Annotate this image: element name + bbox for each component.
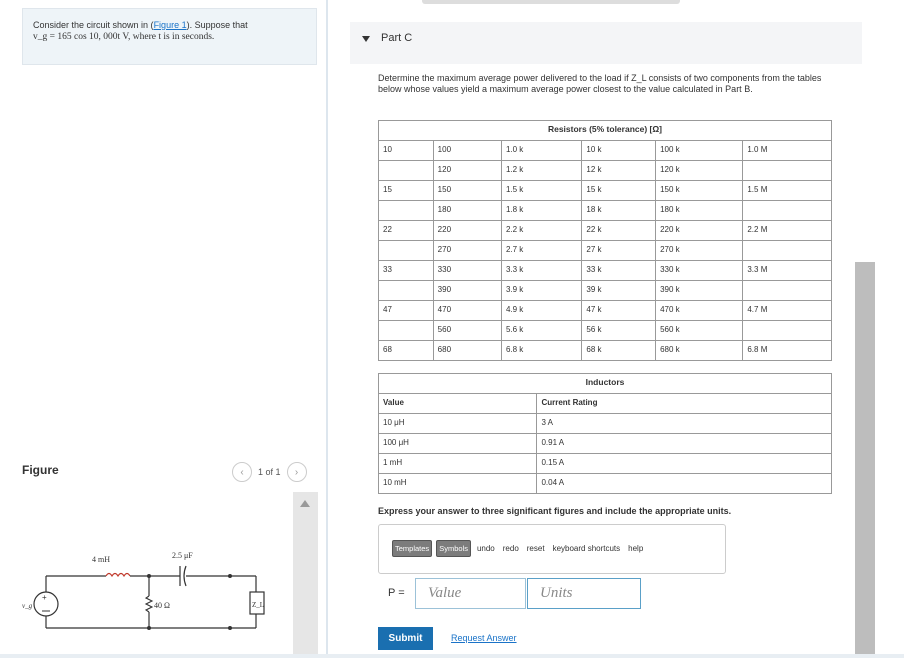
table-cell: 15 [379,181,434,201]
table-cell: 270 k [656,241,743,261]
bottom-bar [0,654,904,658]
table-cell [379,201,434,221]
inductors-col-rating: Current Rating [537,394,832,414]
capacitor-label: 2.5 μF [172,551,193,560]
scroll-up-arrow-icon[interactable] [300,500,310,507]
table-cell: 18 k [582,201,656,221]
units-input[interactable]: Units [527,578,641,609]
math-toolbar [392,540,645,557]
table-cell: 100 [433,141,501,161]
table-cell: 10 [379,141,434,161]
table-cell: 1.2 k [501,161,581,181]
resistors-header: Resistors (5% tolerance) [Ω] [379,121,832,141]
table-cell: 1.0 k [501,141,581,161]
inductors-body [379,414,832,494]
table-cell: 4.7 M [743,301,832,321]
table-cell: 1.5 k [501,181,581,201]
inductor-symbol [106,574,130,577]
instruction-text: Express your answer to three significant figures and include the appropriate units. [378,506,732,516]
table-cell: 470 [433,301,501,321]
caret-down-icon[interactable] [362,36,370,42]
templates-button[interactable]: Templates [392,540,432,557]
table-cell: 100 μH [379,434,537,454]
next-figure-button[interactable] [287,462,307,482]
question-text: Determine the maximum average power delivered to the load if Z_L consists of two components from the tables below whose values yield a maximum average power closest to the value calculated in Part B. [378,73,822,94]
table-cell [743,321,832,341]
table-row [379,201,832,221]
table-cell [743,281,832,301]
resistor-label: 40 Ω [154,601,170,610]
table-cell: 22 k [582,221,656,241]
table-cell: 15 k [582,181,656,201]
table-cell: 180 [433,201,501,221]
part-title: Part C [381,32,413,44]
table-cell: 39 k [582,281,656,301]
svg-text:+: + [42,593,47,602]
prev-figure-button[interactable] [232,462,252,482]
table-cell: 68 k [582,341,656,361]
table-cell: 3 A [537,414,832,434]
table-cell: 6.8 k [501,341,581,361]
table-cell: 6.8 M [743,341,832,361]
table-cell [379,241,434,261]
resistors-table [378,120,832,361]
table-cell: 2.2 M [743,221,832,241]
table-row [379,181,832,201]
table-cell: 680 k [656,341,743,361]
problem-text-suffix: ). Suppose that [186,20,248,30]
table-cell: 47 k [582,301,656,321]
figure-pager [232,462,307,482]
chevron-right-icon: › [294,466,299,478]
figure-label: Figure [22,463,59,477]
table-cell: 47 [379,301,434,321]
table-cell: 3.9 k [501,281,581,301]
circuit-diagram [22,540,282,635]
table-cell: 56 k [582,321,656,341]
source-label: v_g [22,602,33,610]
table-row [379,281,832,301]
right-pane [328,0,904,658]
table-row [379,261,832,281]
table-row [379,434,832,454]
inductor-label: 4 mH [92,555,110,564]
table-cell: 1.8 k [501,201,581,221]
table-cell: 0.15 A [537,454,832,474]
table-cell: 150 [433,181,501,201]
table-cell: 27 k [582,241,656,261]
table-row [379,454,832,474]
table-row [379,141,832,161]
table-cell: 180 k [656,201,743,221]
table-cell: 2.2 k [501,221,581,241]
inductors-col-value: Value [379,394,537,414]
keyboard-shortcuts-button[interactable]: keyboard shortcuts [552,544,621,553]
table-cell: 330 [433,261,501,281]
table-row [379,341,832,361]
figure-scrollbar[interactable] [293,492,318,658]
power-label: P = [388,587,405,599]
redo-button[interactable]: redo [502,544,519,553]
reset-button[interactable]: reset [526,544,545,553]
table-cell: 5.6 k [501,321,581,341]
page-scrollbar[interactable] [855,262,875,658]
table-cell: 4.9 k [501,301,581,321]
table-row [379,161,832,181]
inductors-header: Inductors [379,374,832,394]
table-cell: 22 [379,221,434,241]
table-cell [379,161,434,181]
top-tab-edge [422,0,680,4]
resistor-symbol [146,596,152,612]
chevron-left-icon: ‹ [240,466,244,478]
table-cell: 1.5 M [743,181,832,201]
table-cell: 33 k [582,261,656,281]
table-cell: 100 k [656,141,743,161]
table-cell: 220 k [656,221,743,241]
table-cell [379,321,434,341]
table-cell [743,161,832,181]
value-input[interactable]: Value [415,578,526,609]
table-cell: 120 [433,161,501,181]
part-header[interactable] [350,22,862,64]
submit-button[interactable]: Submit [378,627,433,650]
problem-text: Consider the circuit shown in ( [33,20,154,30]
table-cell: 10 k [582,141,656,161]
table-cell [743,241,832,261]
resistors-body [379,141,832,361]
table-cell: 120 k [656,161,743,181]
table-cell: 560 k [656,321,743,341]
table-cell: 0.91 A [537,434,832,454]
help-button[interactable]: help [628,544,644,553]
load-label: Z_L [252,601,265,609]
table-cell: 220 [433,221,501,241]
inductors-table [378,373,832,494]
table-cell: 470 k [656,301,743,321]
table-cell: 1.0 M [743,141,832,161]
left-pane [0,0,326,658]
table-cell: 3.3 M [743,261,832,281]
table-cell: 270 [433,241,501,261]
table-row [379,241,832,261]
table-row [379,221,832,241]
table-cell: 680 [433,341,501,361]
table-cell: 390 [433,281,501,301]
problem-formula: v_g = 165 cos 10, 000t V, where t is in seconds. [33,32,215,42]
table-cell: 1 mH [379,454,537,474]
figure-page-count: 1 of 1 [258,467,281,477]
table-row [379,301,832,321]
figure-link[interactable]: Figure 1 [153,20,187,30]
request-answer-link[interactable]: Request Answer [451,633,517,643]
table-cell: 68 [379,341,434,361]
table-row [379,321,832,341]
table-cell: 2.7 k [501,241,581,261]
table-cell: 560 [433,321,501,341]
table-cell: 150 k [656,181,743,201]
table-cell: 12 k [582,161,656,181]
table-cell: 10 μH [379,414,537,434]
symbols-button[interactable]: Symbols [436,540,471,557]
problem-statement [22,8,317,65]
table-cell [379,281,434,301]
table-row [379,414,832,434]
table-cell [743,201,832,221]
table-row [379,474,832,494]
table-cell: 33 [379,261,434,281]
table-cell: 10 mH [379,474,537,494]
table-cell: 390 k [656,281,743,301]
table-cell: 3.3 k [501,261,581,281]
table-cell: 330 k [656,261,743,281]
undo-button[interactable]: undo [476,544,495,553]
table-cell: 0.04 A [537,474,832,494]
